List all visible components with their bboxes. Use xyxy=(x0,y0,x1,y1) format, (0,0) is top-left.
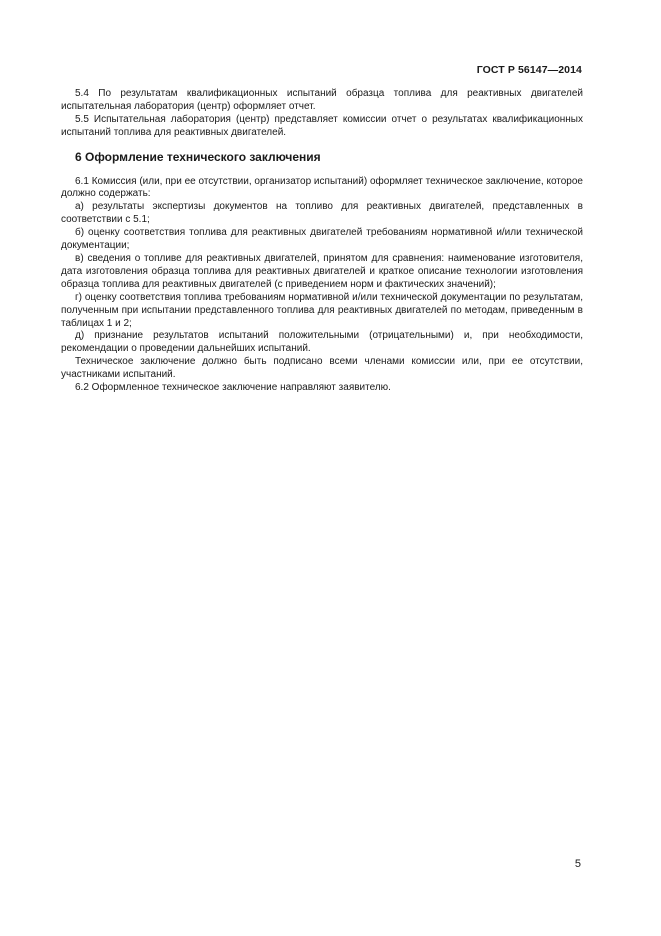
page-number: 5 xyxy=(574,858,581,870)
document-body xyxy=(61,88,583,395)
list-item-d: д) признание результатов испытаний положительными (отрицательными) и, при необходимости, рекомендации о проведении дальнейших испытаний. xyxy=(61,330,583,355)
paragraph-6-1: 6.1 Комиссия (или, при ее отсутствии, организатор испытаний) оформляет техническое заключение, которое должно содержать: xyxy=(61,175,583,200)
list-item-a: а) результаты экспертизы документов на топливо для реактивных двигателей, представленных в соответствии с 5.1; xyxy=(61,201,583,226)
paragraph-5-5: 5.5 Испытательная лаборатория (центр) представляет комиссии отчет о результатах квалификационных испытаний топлива для реактивных двигателей. xyxy=(61,113,583,138)
paragraph-6-2: 6.2 Оформленное техническое заключение направляют заявителю. xyxy=(75,382,391,394)
paragraph-5-4: 5.4 По результатам квалификационных испытаний образца топлива для реактивных двигателей испытательная лаборатория (центр) оформляет отчет. xyxy=(61,88,583,112)
signature-paragraph: Техническое заключение должно быть подписано всеми членами комиссии или, при ее отсутствии, участниками испытаний. xyxy=(61,356,583,381)
list-item-b: б) оценку соответствия топлива для реактивных двигателей требованиям нормативной и/или технической документации; xyxy=(61,227,583,252)
standard-designation: ГОСТ Р 56147—2014 xyxy=(476,64,582,76)
section-6-heading: 6 Оформление технического заключения xyxy=(75,149,321,164)
list-item-g: г) оценку соответствия топлива требованиям нормативной и/или технической документации по результатам, полученным при испытании представленного топлива для реактивных двигателей по методам, приведенным в таблицах 1 и 2; xyxy=(61,291,583,329)
list-item-v: в) сведения о топливе для реактивных двигателей, принятом для сравнения: наименование изготовителя, дата изготовления образца топлива для реактивных двигателей и краткое описание технологии изготовления образца топлива для реактивных двигателей (с приведением норм и фактических значений); xyxy=(61,252,583,290)
